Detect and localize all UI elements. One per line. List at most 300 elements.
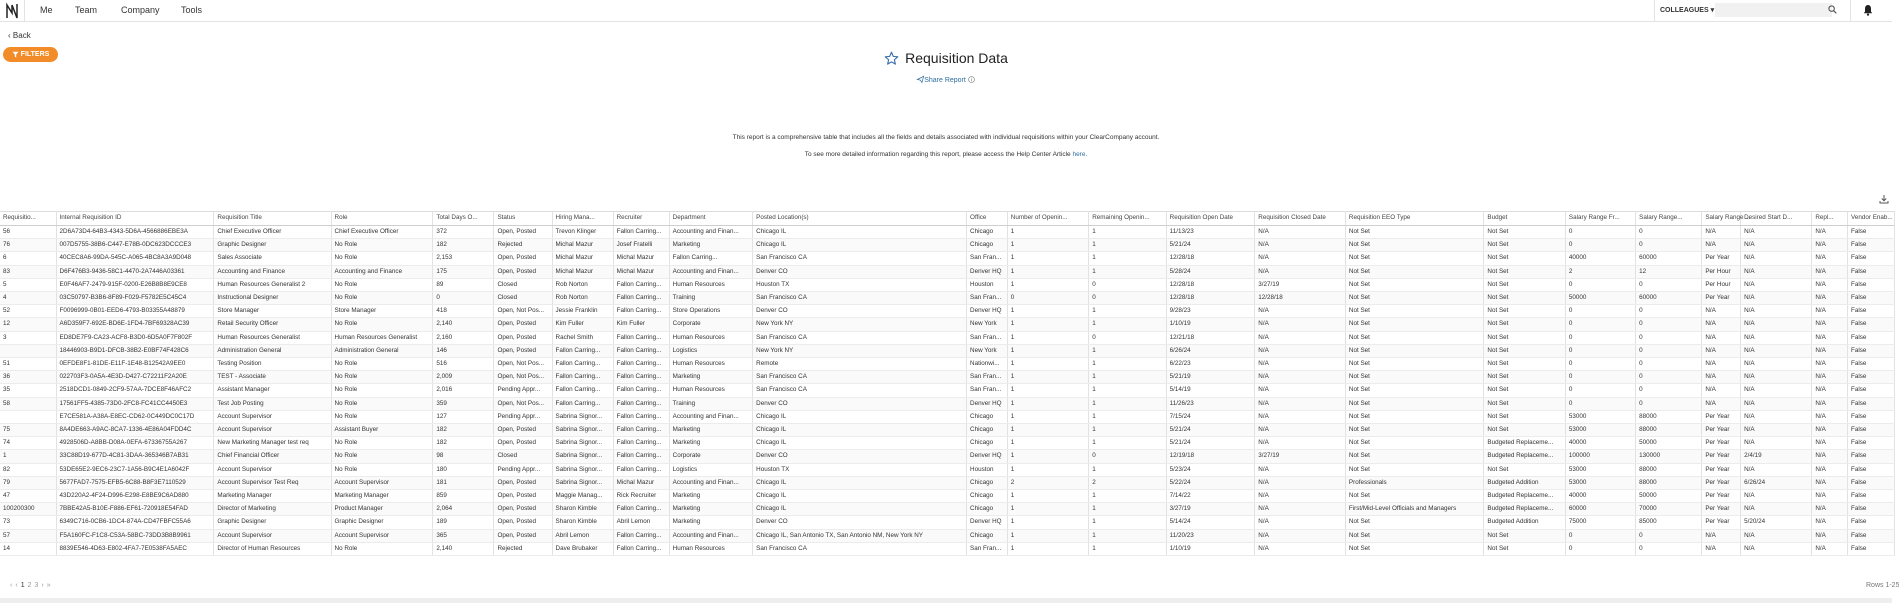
column-header[interactable]: Posted Location(s): [753, 212, 967, 226]
table-cell: 33C88D19-677D-4C81-3DAA-365346B7AB31: [56, 450, 214, 463]
table-cell: Chicago: [967, 476, 1008, 489]
table-cell: Per Year: [1702, 503, 1741, 516]
table-cell: 2,016: [433, 384, 494, 397]
table-cell: Fallon Carring...: [552, 371, 613, 384]
column-header[interactable]: Requisitio...: [0, 212, 56, 226]
table-row[interactable]: [0, 437, 1895, 450]
pagination: [10, 582, 51, 589]
table-cell: False: [1848, 437, 1895, 450]
table-cell: False: [1848, 278, 1895, 291]
table-row[interactable]: [0, 226, 1895, 239]
table-cell: Per Year: [1702, 252, 1741, 265]
table-cell: 03C50797-B3B6-8F89-F029-F5782E5C45C4: [56, 292, 214, 305]
table-cell: N/A: [1255, 239, 1346, 252]
table-cell: Per Year: [1702, 410, 1741, 423]
table-cell: Not Set: [1484, 397, 1565, 410]
table-cell: Human Resources: [669, 278, 753, 291]
table-cell: N/A: [1255, 490, 1346, 503]
table-cell: N/A: [1741, 397, 1812, 410]
column-header[interactable]: Salary Range...: [1636, 212, 1702, 226]
table-cell: Not Set: [1345, 226, 1484, 239]
table-cell: 0: [1565, 278, 1635, 291]
table-cell: 53000: [1565, 463, 1635, 476]
table-cell: Not Set: [1484, 358, 1565, 371]
table-cell: 6349C716-0CB6-1DC4-874A-CD47FBFC55A6: [56, 516, 214, 529]
table-cell: 0: [1565, 371, 1635, 384]
table-cell: 1: [1007, 358, 1088, 371]
table-row[interactable]: [0, 542, 1895, 555]
table-cell: Chicago: [967, 490, 1008, 503]
table-cell: N/A: [1812, 437, 1848, 450]
caret-down-icon: ▾: [1710, 7, 1715, 14]
table-cell: Budgeted Replaceme...: [1484, 450, 1565, 463]
download-icon[interactable]: [1879, 194, 1889, 204]
column-header[interactable]: Salary Range Fr...: [1565, 212, 1635, 226]
table-row[interactable]: [0, 292, 1895, 305]
table-cell: F0096999-0B01-EED6-4793-B03355A48879: [56, 305, 214, 318]
table-cell: Michal Mazur: [613, 476, 669, 489]
table-row[interactable]: [0, 252, 1895, 265]
table-cell: Training: [669, 292, 753, 305]
table-cell: N/A: [1702, 371, 1741, 384]
table-cell: Not Set: [1484, 318, 1565, 331]
table-row[interactable]: [0, 344, 1895, 357]
table-cell: Open, Posted: [494, 331, 552, 344]
table-cell: 0: [1636, 542, 1702, 555]
table-cell: 0: [1636, 384, 1702, 397]
table-cell: 5: [0, 278, 56, 291]
table-cell: Fallon Carring...: [613, 226, 669, 239]
last-page-icon[interactable]: »: [46, 582, 51, 589]
table-cell: False: [1848, 331, 1895, 344]
company-logo-icon[interactable]: [5, 3, 19, 19]
table-cell: False: [1848, 516, 1895, 529]
table-cell: 83: [0, 265, 56, 278]
prev-page-icon[interactable]: ‹: [15, 582, 18, 589]
table-cell: 2D6A73D4-64B3-4343-5D6A-4566886EBE3A: [56, 226, 214, 239]
table-cell: 1: [1007, 252, 1088, 265]
table-cell: Chicago IL: [753, 476, 967, 489]
table-cell: San Fran...: [967, 542, 1008, 555]
table-cell: 53000: [1565, 424, 1635, 437]
table-cell: A6D359F7-692E-BD6E-1FD4-7BF69328AC39: [56, 318, 214, 331]
table-cell: Human Resources Generalist: [214, 331, 331, 344]
share-report-link[interactable]: [917, 77, 968, 84]
table-cell: 12: [1636, 265, 1702, 278]
table-row[interactable]: [0, 450, 1895, 463]
table-cell: E0F46AF7-2479-915F-0200-E26B8B8E9CE8: [56, 278, 214, 291]
table-cell: Accounting and Finan...: [669, 226, 753, 239]
table-cell: 12/28/18: [1166, 252, 1255, 265]
column-header[interactable]: Recruiter: [613, 212, 669, 226]
table-cell: N/A: [1812, 410, 1848, 423]
table-row[interactable]: [0, 358, 1895, 371]
table-cell: N/A: [1812, 358, 1848, 371]
table-cell: Not Set: [1345, 358, 1484, 371]
table-row[interactable]: [0, 239, 1895, 252]
table-cell: 5/21/24: [1166, 437, 1255, 450]
table-cell: 1: [1007, 463, 1088, 476]
table-cell: Rick Recruiter: [613, 490, 669, 503]
table-cell: Fallon Carring...: [613, 371, 669, 384]
rows-info: Rows 1-25: [1866, 582, 1899, 589]
info-icon[interactable]: [968, 76, 975, 83]
table-cell: 0: [1089, 278, 1166, 291]
table-cell: Jessie Franklin: [552, 305, 613, 318]
table-cell: Open, Posted: [494, 318, 552, 331]
table-cell: Trevon Klinger: [552, 226, 613, 239]
table-cell: N/A: [1812, 542, 1848, 555]
table-cell: Remote: [753, 358, 967, 371]
table-cell: Kim Fuller: [552, 318, 613, 331]
table-cell: 1: [1089, 503, 1166, 516]
colleagues-label: COLLEAGUES: [1660, 7, 1709, 14]
table-cell: No Role: [331, 450, 433, 463]
nav-item-me[interactable]: Me: [40, 5, 53, 15]
table-cell: 0: [1636, 397, 1702, 410]
table-cell: 418: [433, 305, 494, 318]
table-cell: N/A: [1812, 252, 1848, 265]
table-cell: N/A: [1255, 529, 1346, 542]
table-cell: Per Year: [1702, 476, 1741, 489]
notification-bell-icon[interactable]: [1862, 4, 1874, 16]
table-cell: Professionals: [1345, 476, 1484, 489]
first-page-icon[interactable]: ‹: [10, 582, 13, 589]
column-header[interactable]: Requisition Open Date: [1166, 212, 1255, 226]
table-cell: False: [1848, 265, 1895, 278]
table-row[interactable]: [0, 331, 1895, 344]
table-cell: 182: [433, 424, 494, 437]
table-cell: Denver HQ: [967, 397, 1008, 410]
column-header[interactable]: Department: [669, 212, 753, 226]
table-cell: Fallon Carring...: [552, 384, 613, 397]
next-page-icon[interactable]: ›: [41, 582, 44, 589]
table-cell: Open, Posted: [494, 476, 552, 489]
table-cell: 12/28/18: [1255, 292, 1346, 305]
horizontal-scrollbar[interactable]: [0, 598, 1892, 603]
table-cell: 1: [1007, 437, 1088, 450]
table-row[interactable]: [0, 410, 1895, 423]
table-cell: N/A: [1741, 252, 1812, 265]
table-row[interactable]: [0, 265, 1895, 278]
table-cell: 60000: [1636, 292, 1702, 305]
table-cell: 5/21/24: [1166, 424, 1255, 437]
table-cell: 0: [1636, 226, 1702, 239]
table-row[interactable]: [0, 371, 1895, 384]
table-cell: No Role: [331, 252, 433, 265]
table-cell: N/A: [1741, 542, 1812, 555]
table-cell: N/A: [1812, 265, 1848, 278]
table-cell: Per Year: [1702, 424, 1741, 437]
table-cell: Per Hour: [1702, 265, 1741, 278]
table-cell: N/A: [1812, 397, 1848, 410]
colleagues-dropdown[interactable]: [1660, 6, 1714, 14]
table-cell: San Fran...: [967, 292, 1008, 305]
table-cell: San Fran...: [967, 252, 1008, 265]
help-center-link[interactable]: here.: [1072, 151, 1088, 158]
table-cell: Fallon Carring...: [613, 384, 669, 397]
table-cell: 4: [0, 292, 56, 305]
table-cell: False: [1848, 305, 1895, 318]
table-cell: Denver CO: [753, 265, 967, 278]
table-cell: ED8DE7F9-CA23-ACF8-B3D0-6D5A0F7F802F: [56, 331, 214, 344]
column-header[interactable]: Status: [494, 212, 552, 226]
table-cell: 2/4/19: [1741, 450, 1812, 463]
table-cell: 0: [1565, 397, 1635, 410]
table-cell: 4928506D-A8BB-D08A-0EFA-67336755A267: [56, 437, 214, 450]
table-cell: Administration General: [331, 344, 433, 357]
table-cell: 85000: [1636, 516, 1702, 529]
table-cell: 100200300: [0, 503, 56, 516]
table-cell: N/A: [1812, 292, 1848, 305]
table-cell: Pending Appr...: [494, 463, 552, 476]
table-cell: Not Set: [1345, 239, 1484, 252]
table-cell: False: [1848, 344, 1895, 357]
table-cell: Rejected: [494, 542, 552, 555]
table-row[interactable]: [0, 305, 1895, 318]
chevron-left-icon: ‹: [8, 31, 11, 40]
table-cell: False: [1848, 292, 1895, 305]
table-cell: N/A: [1812, 278, 1848, 291]
table-cell: Fallon Carring...: [613, 331, 669, 344]
table-cell: Marketing Manager: [331, 490, 433, 503]
table-row[interactable]: [0, 529, 1895, 542]
table-cell: Houston TX: [753, 463, 967, 476]
table-cell: Human Resources Generalist 2: [214, 278, 331, 291]
table-cell: Fallon Carring...: [613, 344, 669, 357]
table-cell: False: [1848, 239, 1895, 252]
table-cell: 8839E546-4D63-E802-4FA7-7E0538FA5AEC: [56, 542, 214, 555]
table-cell: No Role: [331, 463, 433, 476]
table-cell: Not Set: [1345, 292, 1484, 305]
search-input[interactable]: [1715, 3, 1832, 17]
table-cell: N/A: [1741, 371, 1812, 384]
table-cell: Human Resources: [669, 542, 753, 555]
table-cell: N/A: [1741, 318, 1812, 331]
page-1-link[interactable]: 1: [20, 582, 25, 589]
table-cell: N/A: [1741, 305, 1812, 318]
table-cell: Michal Mazur: [552, 265, 613, 278]
table-cell: Dave Brubaker: [552, 542, 613, 555]
table-cell: No Role: [331, 410, 433, 423]
share-report-label: Share Report: [924, 77, 966, 84]
column-header[interactable]: Repl...: [1812, 212, 1848, 226]
table-cell: 1: [1089, 516, 1166, 529]
table-cell: N/A: [1702, 384, 1741, 397]
table-cell: 1: [1007, 397, 1088, 410]
table-cell: Chicago: [967, 226, 1008, 239]
table-cell: 1: [1089, 384, 1166, 397]
table-cell: 2,140: [433, 318, 494, 331]
column-header[interactable]: Role: [331, 212, 433, 226]
column-header[interactable]: Office: [967, 212, 1008, 226]
nav-item-company[interactable]: Company: [121, 5, 160, 15]
back-link[interactable]: [8, 31, 31, 40]
table-cell: False: [1848, 503, 1895, 516]
column-header[interactable]: Vendor Enab...: [1848, 212, 1895, 226]
table-cell: N/A: [1812, 450, 1848, 463]
column-header[interactable]: Total Days O...: [433, 212, 494, 226]
column-header[interactable]: Requisition Title: [214, 212, 331, 226]
table-cell: 5/28/24: [1166, 265, 1255, 278]
table-cell: 1: [1089, 437, 1166, 450]
table-cell: 53000: [1565, 410, 1635, 423]
table-cell: False: [1848, 318, 1895, 331]
table-cell: 76: [0, 239, 56, 252]
table-cell: N/A: [1741, 265, 1812, 278]
table-cell: 79: [0, 476, 56, 489]
page-3-link[interactable]: 3: [34, 582, 39, 589]
table-cell: Director of Marketing: [214, 503, 331, 516]
table-cell: Not Set: [1345, 463, 1484, 476]
table-cell: Denver CO: [753, 305, 967, 318]
table-cell: N/A: [1741, 344, 1812, 357]
column-header[interactable]: Internal Requisition ID: [56, 212, 214, 226]
column-header[interactable]: Hiring Mana...: [552, 212, 613, 226]
table-cell: Open, Not Pos...: [494, 371, 552, 384]
table-cell: N/A: [1255, 463, 1346, 476]
table-cell: 0: [1565, 529, 1635, 542]
share-report-row: [0, 76, 1892, 84]
table-cell: Open, Posted: [494, 252, 552, 265]
table-cell: Abril Lemon: [613, 516, 669, 529]
table-cell: N/A: [1255, 397, 1346, 410]
column-header[interactable]: Remaining Openin...: [1089, 212, 1166, 226]
table-cell: Marketing: [669, 516, 753, 529]
column-header[interactable]: Salary Range ...: [1702, 212, 1741, 226]
table-cell: Per Year: [1702, 463, 1741, 476]
table-cell: Sharon Kimble: [552, 516, 613, 529]
table-cell: No Role: [331, 318, 433, 331]
table-cell: N/A: [1741, 503, 1812, 516]
table-cell: Chicago: [967, 410, 1008, 423]
table-row[interactable]: [0, 384, 1895, 397]
table-cell: Closed: [494, 278, 552, 291]
table-cell: Fallon Carring...: [613, 450, 669, 463]
table-cell: 58: [0, 397, 56, 410]
table-cell: Graphic Designer: [214, 516, 331, 529]
favorite-star-icon[interactable]: [884, 51, 899, 66]
column-header[interactable]: Number of Openin...: [1007, 212, 1088, 226]
table-cell: Open, Posted: [494, 344, 552, 357]
table-cell: Per Year: [1702, 450, 1741, 463]
table-cell: 1: [1089, 490, 1166, 503]
table-cell: N/A: [1255, 384, 1346, 397]
table-cell: 130000: [1636, 450, 1702, 463]
table-cell: N/A: [1812, 463, 1848, 476]
table-cell: N/A: [1741, 358, 1812, 371]
table-cell: New York NY: [753, 344, 967, 357]
table-cell: Human Resources: [669, 331, 753, 344]
table-cell: 0: [1089, 292, 1166, 305]
table-cell: 0: [1636, 239, 1702, 252]
table-cell: Chicago: [967, 424, 1008, 437]
table-cell: 1: [1007, 384, 1088, 397]
table-cell: New Marketing Manager test req: [214, 437, 331, 450]
table-cell: Open, Posted: [494, 516, 552, 529]
column-header[interactable]: Budget: [1484, 212, 1565, 226]
table-cell: Sabrina Signor...: [552, 424, 613, 437]
table-cell: Open, Posted: [494, 226, 552, 239]
table-cell: 100000: [1565, 450, 1635, 463]
table-cell: 88000: [1636, 410, 1702, 423]
table-cell: 5/21/24: [1166, 239, 1255, 252]
table-cell: Not Set: [1345, 437, 1484, 450]
table-cell: 1: [1007, 278, 1088, 291]
table-cell: N/A: [1812, 305, 1848, 318]
table-cell: Chicago: [967, 239, 1008, 252]
table-cell: Logistics: [669, 463, 753, 476]
table-row[interactable]: [0, 318, 1895, 331]
table-row[interactable]: [0, 278, 1895, 291]
nav-divider: [1850, 0, 1851, 21]
table-cell: 1: [1007, 503, 1088, 516]
table-cell: 2,064: [433, 503, 494, 516]
table-cell: 1: [1007, 344, 1088, 357]
table-cell: 182: [433, 239, 494, 252]
table-row[interactable]: [0, 463, 1895, 476]
table-cell: Not Set: [1484, 305, 1565, 318]
table-cell: Open, Not Pos...: [494, 358, 552, 371]
table-cell: Houston: [967, 278, 1008, 291]
table-row[interactable]: [0, 516, 1895, 529]
table-row[interactable]: [0, 503, 1895, 516]
table-cell: Sabrina Signor...: [552, 437, 613, 450]
table-cell: 1: [1089, 344, 1166, 357]
table-cell: 40000: [1565, 490, 1635, 503]
help-text: To see more detailed information regarding this report, please access the Help Center Article: [804, 151, 1071, 158]
table-cell: Not Set: [1484, 344, 1565, 357]
table-cell: 5/14/19: [1166, 384, 1255, 397]
table-cell: Fallon Carring...: [613, 463, 669, 476]
table-cell: 1: [1089, 305, 1166, 318]
table-cell: Not Set: [1345, 265, 1484, 278]
nav-item-tools[interactable]: Tools: [181, 5, 203, 15]
table-cell: 8A4DE663-A9AC-8CA7-1336-4E86A04FDD4C: [56, 424, 214, 437]
table-cell: N/A: [1255, 371, 1346, 384]
table-cell: False: [1848, 463, 1895, 476]
table-cell: First/Mid-Level Officials and Managers: [1345, 503, 1484, 516]
column-header[interactable]: Requisition EEO Type: [1345, 212, 1484, 226]
table-cell: No Role: [331, 371, 433, 384]
table-cell: Not Set: [1345, 278, 1484, 291]
page-2-link[interactable]: 2: [27, 582, 32, 589]
column-header[interactable]: Desired Start D...: [1741, 212, 1812, 226]
table-cell: Denver HQ: [967, 305, 1008, 318]
table-cell: Human Resources: [669, 384, 753, 397]
table-cell: 0: [1089, 331, 1166, 344]
search-icon[interactable]: [1828, 5, 1837, 14]
table-cell: 0: [1565, 318, 1635, 331]
table-row[interactable]: [0, 490, 1895, 503]
table-cell: N/A: [1702, 318, 1741, 331]
nav-item-team[interactable]: Team: [75, 5, 98, 15]
table-cell: 89: [433, 278, 494, 291]
table-cell: Fallon Carring...: [552, 344, 613, 357]
table-cell: N/A: [1741, 226, 1812, 239]
table-cell: N/A: [1702, 239, 1741, 252]
table-row[interactable]: [0, 476, 1895, 489]
table-cell: 0: [1565, 542, 1635, 555]
table-cell: Testing Position: [214, 358, 331, 371]
table-cell: No Role: [331, 542, 433, 555]
table-row[interactable]: [0, 424, 1895, 437]
table-cell: 0: [1565, 358, 1635, 371]
column-header[interactable]: Requisition Closed Date: [1255, 212, 1346, 226]
table-cell: Chief Financial Officer: [214, 450, 331, 463]
table-cell: N/A: [1812, 384, 1848, 397]
table-row[interactable]: [0, 397, 1895, 410]
